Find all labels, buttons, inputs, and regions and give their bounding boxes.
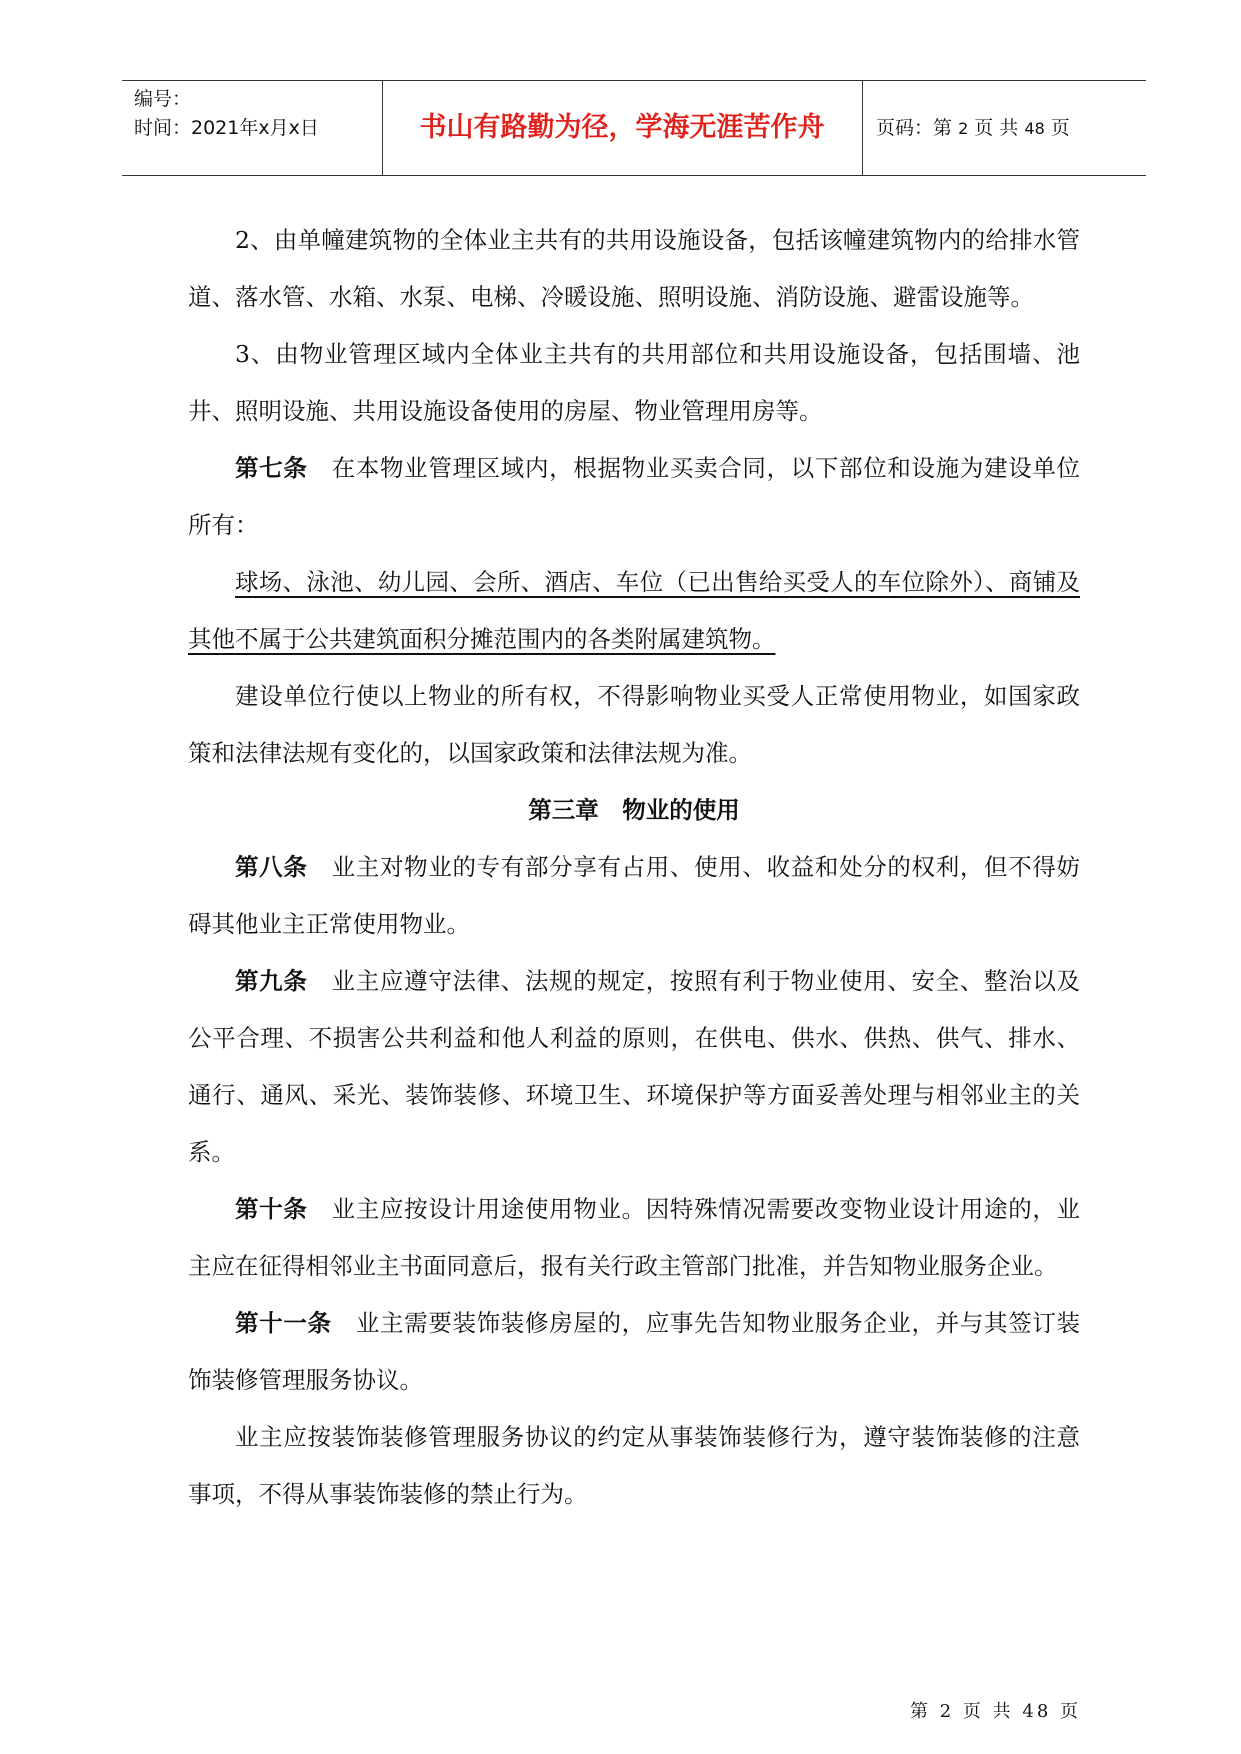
article-10-title: 第十条 <box>235 1195 308 1223</box>
header-page-code <box>876 81 1070 175</box>
page-prefix: 页码：第 <box>876 117 953 139</box>
article-9-title: 第九条 <box>235 967 308 995</box>
page-suffix: 页 <box>1050 117 1070 139</box>
page-mid: 页 共 <box>974 117 1019 139</box>
article-11-note: 业主应按装饰装修管理服务协议的约定从事装饰装修行为，遵守装饰装修的注意事项，不得从事装饰装修的禁止行为。 <box>188 1423 1080 1508</box>
article-7-text: 在本物业管理区域内，根据物业买卖合同，以下部位和设施为建设单位所有： <box>188 454 1081 539</box>
article-7 <box>188 440 1080 554</box>
article-11-text: 业主需要装饰装修房屋的，应事先告知物业服务企业，并与其签订装饰装修管理服务协议。 <box>188 1309 1081 1394</box>
article-7-list: 球场、泳池、幼儿园、会所、酒店、车位（已出售给买受人的车位除外）、商铺及其他不属于公共建筑面积分摊范围内的各类附属建筑物。 <box>188 568 1080 653</box>
serial-label: 编号： <box>134 88 192 110</box>
article-8-text: 业主对物业的专有部分享有占用、使用、收益和处分的权利，但不得妨碍其他业主正常使用物业。 <box>188 853 1081 938</box>
article-10 <box>188 1181 1080 1295</box>
paragraph-item-2: 2、由单幢建筑物的全体业主共有的共用设施设备，包括该幢建筑物内的给排水管道、落水管、水箱、水泵、电梯、冷暖设施、照明设施、消防设施、避雷设施等。 <box>188 226 1080 311</box>
article-8 <box>188 839 1080 953</box>
article-11 <box>188 1295 1080 1409</box>
article-9-text: 业主应遵守法律、法规的规定，按照有利于物业使用、安全、整治以及公平合理、不损害公共利益和他人利益的原则，在供电、供水、供热、供气、排水、通行、通风、采光、装饰装修、环境卫生、环境保护等方面妥善处理与相邻业主的关系。 <box>188 967 1081 1166</box>
article-7-note: 建设单位行使以上物业的所有权，不得影响物业买受人正常使用物业，如国家政策和法律法规有变化的，以国家政策和法律法规为准。 <box>188 682 1080 767</box>
header-divider-right <box>862 81 863 175</box>
chapter-3-heading: 第三章 物业的使用 <box>528 796 740 824</box>
article-8-title: 第八条 <box>235 853 308 881</box>
article-7-list-paragraph <box>188 554 1080 668</box>
article-11-title: 第十一条 <box>235 1309 332 1337</box>
page-total: 48 <box>1024 119 1045 138</box>
article-9 <box>188 953 1080 1181</box>
document-body <box>188 212 1080 1523</box>
article-10-text: 业主应按设计用途使用物业。因特殊情况需要改变物业设计用途的，业主应在征得相邻业主书面同意后，报有关行政主管部门批准，并告知物业服务企业。 <box>188 1195 1081 1280</box>
page-header <box>122 80 1146 176</box>
header-meta <box>134 85 319 143</box>
page-current: 2 <box>958 119 969 138</box>
article-7-title: 第七条 <box>235 454 308 482</box>
header-motto: 书山有路勤为径，学海无涯苦作舟 <box>419 112 825 143</box>
time-label: 时间：2021年x月x日 <box>134 117 319 139</box>
paragraph-item-3: 3、由物业管理区域内全体业主共有的共用部位和共用设施设备，包括围墙、池井、照明设施、共用设施设备使用的房屋、物业管理用房等。 <box>188 340 1080 425</box>
page-footer: 第 2 页 共 48 页 <box>910 1701 1081 1722</box>
